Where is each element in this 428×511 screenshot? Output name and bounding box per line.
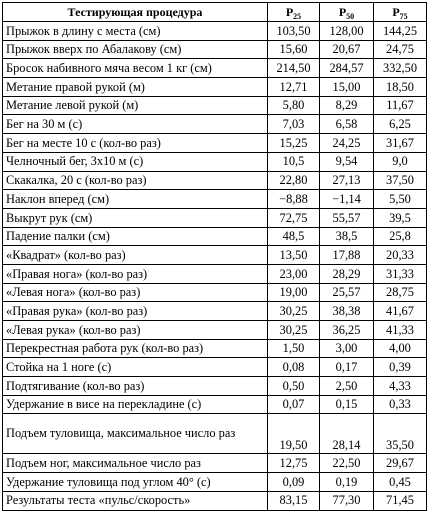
p25-cell: 13,50 xyxy=(268,246,320,265)
table-row xyxy=(3,414,427,454)
p75-cell: 0,33 xyxy=(374,395,427,414)
header-p75: $P_{75}$ xyxy=(374,3,427,22)
procedure-cell: Подъем ног, максимальное число раз xyxy=(3,454,268,473)
procedure-cell: Удержание туловища под углом 40° (с) xyxy=(3,473,268,492)
procedure-cell: Скакалка, 20 с (кол-во раз) xyxy=(3,171,268,190)
p25-cell: 23,00 xyxy=(268,264,320,283)
procedure-cell: Падение палки (см) xyxy=(3,227,268,246)
table-row xyxy=(3,22,427,41)
procedure-cell: Наклон вперед (см) xyxy=(3,190,268,209)
p50-cell: 24,25 xyxy=(320,134,374,153)
procedure-cell: Прыжок в длину с места (см) xyxy=(3,22,268,41)
p75-cell: 41,33 xyxy=(374,321,427,340)
table-row xyxy=(3,395,427,414)
table-row xyxy=(3,339,427,358)
p25-cell: 1,50 xyxy=(268,339,320,358)
p50-cell: 9,54 xyxy=(320,152,374,171)
p75-cell: 332,50 xyxy=(374,59,427,78)
table-row xyxy=(3,264,427,283)
p75-cell: 71,45 xyxy=(374,491,427,510)
table-row xyxy=(3,152,427,171)
p75-cell: 35,50 xyxy=(374,414,427,454)
p75-cell: 4,33 xyxy=(374,377,427,396)
p50-cell: 20,67 xyxy=(320,40,374,59)
p50-cell: 38,5 xyxy=(320,227,374,246)
p25-cell: 0,07 xyxy=(268,395,320,414)
p25-cell: 30,25 xyxy=(268,321,320,340)
p50-cell: 3,00 xyxy=(320,339,374,358)
p50-cell: 2,50 xyxy=(320,377,374,396)
table-row xyxy=(3,283,427,302)
table-row xyxy=(3,246,427,265)
procedure-cell: «Левая нога» (кол-во раз) xyxy=(3,283,268,302)
p25-cell: 0,08 xyxy=(268,358,320,377)
p25-cell: 30,25 xyxy=(268,302,320,321)
p75-cell: 31,67 xyxy=(374,134,427,153)
procedure-cell: Подтягивание (кол-во раз) xyxy=(3,377,268,396)
procedure-cell: Результаты теста «пульс/скорость» xyxy=(3,491,268,510)
p75-cell: 0,45 xyxy=(374,473,427,492)
p75-cell: 29,67 xyxy=(374,454,427,473)
table-row xyxy=(3,491,427,510)
p25-cell: 10,5 xyxy=(268,152,320,171)
p50-cell: 17,88 xyxy=(320,246,374,265)
p25-cell: 0,50 xyxy=(268,377,320,396)
p75-cell: 9,0 xyxy=(374,152,427,171)
p75-cell: 39,5 xyxy=(374,208,427,227)
procedure-cell: Метание правой рукой (м) xyxy=(3,78,268,97)
procedure-cell: Выкрут рук (см) xyxy=(3,208,268,227)
table-row xyxy=(3,473,427,492)
table-row xyxy=(3,40,427,59)
p50-cell: 284,57 xyxy=(320,59,374,78)
p50-cell: 128,00 xyxy=(320,22,374,41)
p75-cell: 0,39 xyxy=(374,358,427,377)
procedure-cell: Подъем туловища, максимальное число раз xyxy=(3,414,268,454)
p75-cell: 24,75 xyxy=(374,40,427,59)
percentile-table-container xyxy=(2,2,426,511)
procedure-cell: «Левая рука» (кол-во раз) xyxy=(3,321,268,340)
procedure-cell: «Правая рука» (кол-во раз) xyxy=(3,302,268,321)
table-row xyxy=(3,190,427,209)
table-row xyxy=(3,96,427,115)
table-row xyxy=(3,302,427,321)
table-row xyxy=(3,321,427,340)
procedure-cell: Удержание в висе на перекладине (с) xyxy=(3,395,268,414)
percentile-table xyxy=(2,2,427,511)
p75-cell: 6,25 xyxy=(374,115,427,134)
p25-cell: −8,88 xyxy=(268,190,320,209)
p50-cell: 77,30 xyxy=(320,491,374,510)
header-p25: $P_{25}$ xyxy=(268,3,320,22)
p50-cell: 22,50 xyxy=(320,454,374,473)
p25-cell: 22,80 xyxy=(268,171,320,190)
table-row xyxy=(3,115,427,134)
p25-cell: 12,71 xyxy=(268,78,320,97)
p75-cell: 37,50 xyxy=(374,171,427,190)
p75-cell: 144,25 xyxy=(374,22,427,41)
p75-cell: 25,8 xyxy=(374,227,427,246)
p50-cell: 0,17 xyxy=(320,358,374,377)
p25-cell: 19,00 xyxy=(268,283,320,302)
p50-cell: −1,14 xyxy=(320,190,374,209)
p50-cell: 28,14 xyxy=(320,414,374,454)
table-row xyxy=(3,171,427,190)
p50-cell: 8,29 xyxy=(320,96,374,115)
table-row xyxy=(3,59,427,78)
procedure-cell: Бросок набивного мяча весом 1 кг (см) xyxy=(3,59,268,78)
p25-cell: 12,75 xyxy=(268,454,320,473)
p25-cell: 103,50 xyxy=(268,22,320,41)
table-row xyxy=(3,377,427,396)
procedure-cell: Бег на 30 м (с) xyxy=(3,115,268,134)
procedure-cell: Челночный бег, 3x10 м (с) xyxy=(3,152,268,171)
procedure-cell: Бег на месте 10 с (кол-во раз) xyxy=(3,134,268,153)
p25-cell: 15,25 xyxy=(268,134,320,153)
p75-cell: 11,67 xyxy=(374,96,427,115)
p75-cell: 28,75 xyxy=(374,283,427,302)
procedure-cell: Стойка на 1 ноге (с) xyxy=(3,358,268,377)
p25-cell: 83,15 xyxy=(268,491,320,510)
p50-cell: 38,38 xyxy=(320,302,374,321)
p50-cell: 0,15 xyxy=(320,395,374,414)
table-row xyxy=(3,134,427,153)
procedure-cell: «Квадрат» (кол-во раз) xyxy=(3,246,268,265)
p50-cell: 15,00 xyxy=(320,78,374,97)
header-p50: $P_{50}$ xyxy=(320,3,374,22)
p50-cell: 25,57 xyxy=(320,283,374,302)
p75-cell: 18,50 xyxy=(374,78,427,97)
p75-cell: 5,50 xyxy=(374,190,427,209)
p50-cell: 6,58 xyxy=(320,115,374,134)
p25-cell: 214,50 xyxy=(268,59,320,78)
p25-cell: 15,60 xyxy=(268,40,320,59)
table-row xyxy=(3,358,427,377)
p25-cell: 0,09 xyxy=(268,473,320,492)
header-row xyxy=(3,3,427,22)
table-row xyxy=(3,227,427,246)
p25-cell: 7,03 xyxy=(268,115,320,134)
header-procedure: Тестирующая процедура xyxy=(3,3,268,22)
p75-cell: 31,33 xyxy=(374,264,427,283)
table-row xyxy=(3,78,427,97)
p50-cell: 36,25 xyxy=(320,321,374,340)
p50-cell: 27,13 xyxy=(320,171,374,190)
p25-cell: 48,5 xyxy=(268,227,320,246)
procedure-cell: Прыжок вверх по Абалакову (см) xyxy=(3,40,268,59)
p75-cell: 4,00 xyxy=(374,339,427,358)
table-row xyxy=(3,208,427,227)
p75-cell: 41,67 xyxy=(374,302,427,321)
p25-cell: 5,80 xyxy=(268,96,320,115)
p25-cell: 19,50 xyxy=(268,414,320,454)
p25-cell: 72,75 xyxy=(268,208,320,227)
procedure-cell: Метание левой рукой (м) xyxy=(3,96,268,115)
p50-cell: 55,57 xyxy=(320,208,374,227)
p50-cell: 0,19 xyxy=(320,473,374,492)
procedure-cell: «Правая нога» (кол-во раз) xyxy=(3,264,268,283)
p50-cell: 28,29 xyxy=(320,264,374,283)
procedure-cell: Перекрестная работа рук (кол-во раз) xyxy=(3,339,268,358)
p75-cell: 20,33 xyxy=(374,246,427,265)
table-row xyxy=(3,454,427,473)
